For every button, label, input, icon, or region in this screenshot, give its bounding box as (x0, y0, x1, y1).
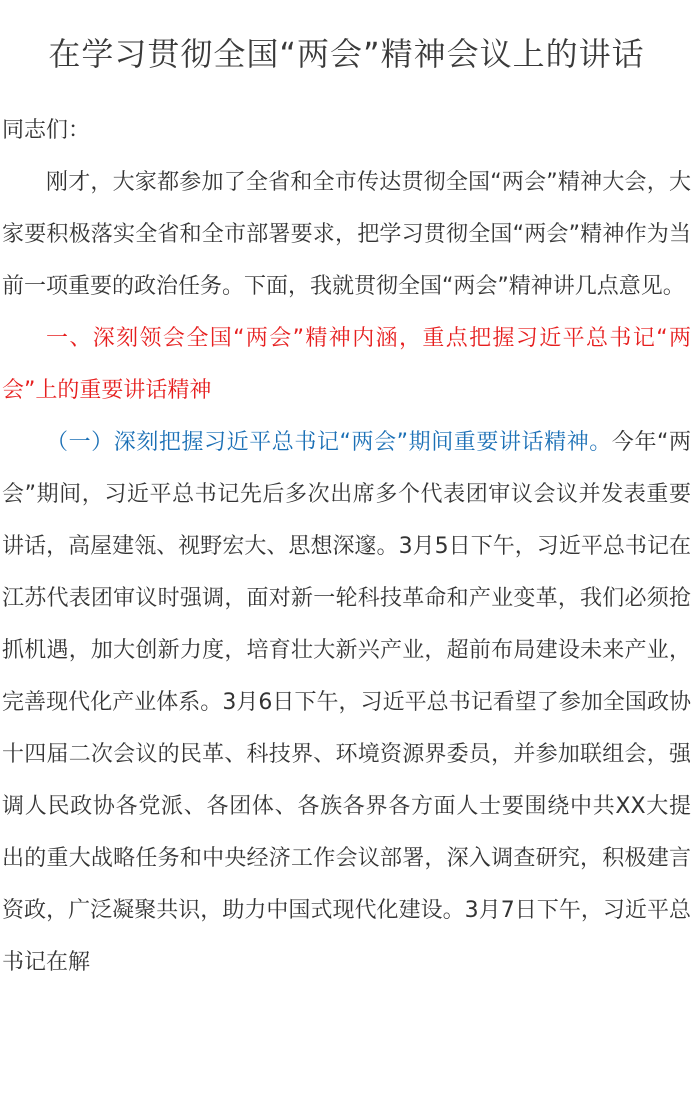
subsection-heading: （一）深刻把握习近平总书记“两会”期间重要讲话精神。 (46, 430, 612, 455)
document-title: 在学习贯彻全国“两会”精神会议上的讲话 (48, 35, 645, 73)
subsection-paragraph (2, 417, 691, 989)
subsection-body: 今年“两会”期间，习近平总书记先后多次出席多个代表团审议会议并发表重要讲话，高屋建瓴、视野宏大、思想深邃。3月5日下午，习近平总书记在江苏代表团审议时强调，面对新一轮科技革命和产业变革，我们必须抢抓机遇，加大创新力度，培育壮大新兴产业，超前布局建设未来产业，完善现代化产业体系。3月6日下午，习近平总书记看望了参加全国政协十四届二次会议的民革、科技界、环境资源界委员，并参加联组会，强调人民政协各党派、各团体、各族各界各方面人士要围绕中共XX大提出的重大战略任务和中央经济工作会议部署，深入调查研究，积极建言资政，广泛凝聚共识，助力中国式现代化建设。3月7日下午，习近平总书记在解 (2, 430, 691, 975)
salutation: 同志们： (2, 118, 91, 143)
section-heading: 一、深刻领会全国“两会”精神内涵，重点把握习近平总书记“两会”上的重要讲话精神 (2, 326, 691, 403)
intro-paragraph: 刚才，大家都参加了全省和全市传达贯彻全国“两会”精神大会，大家要积极落实全省和全市部署要求，把学习贯彻全国“两会”精神作为当前一项重要的政治任务。下面，我就贯彻全国“两会”精神讲几点意见。 (2, 170, 691, 299)
document-body (2, 105, 691, 989)
